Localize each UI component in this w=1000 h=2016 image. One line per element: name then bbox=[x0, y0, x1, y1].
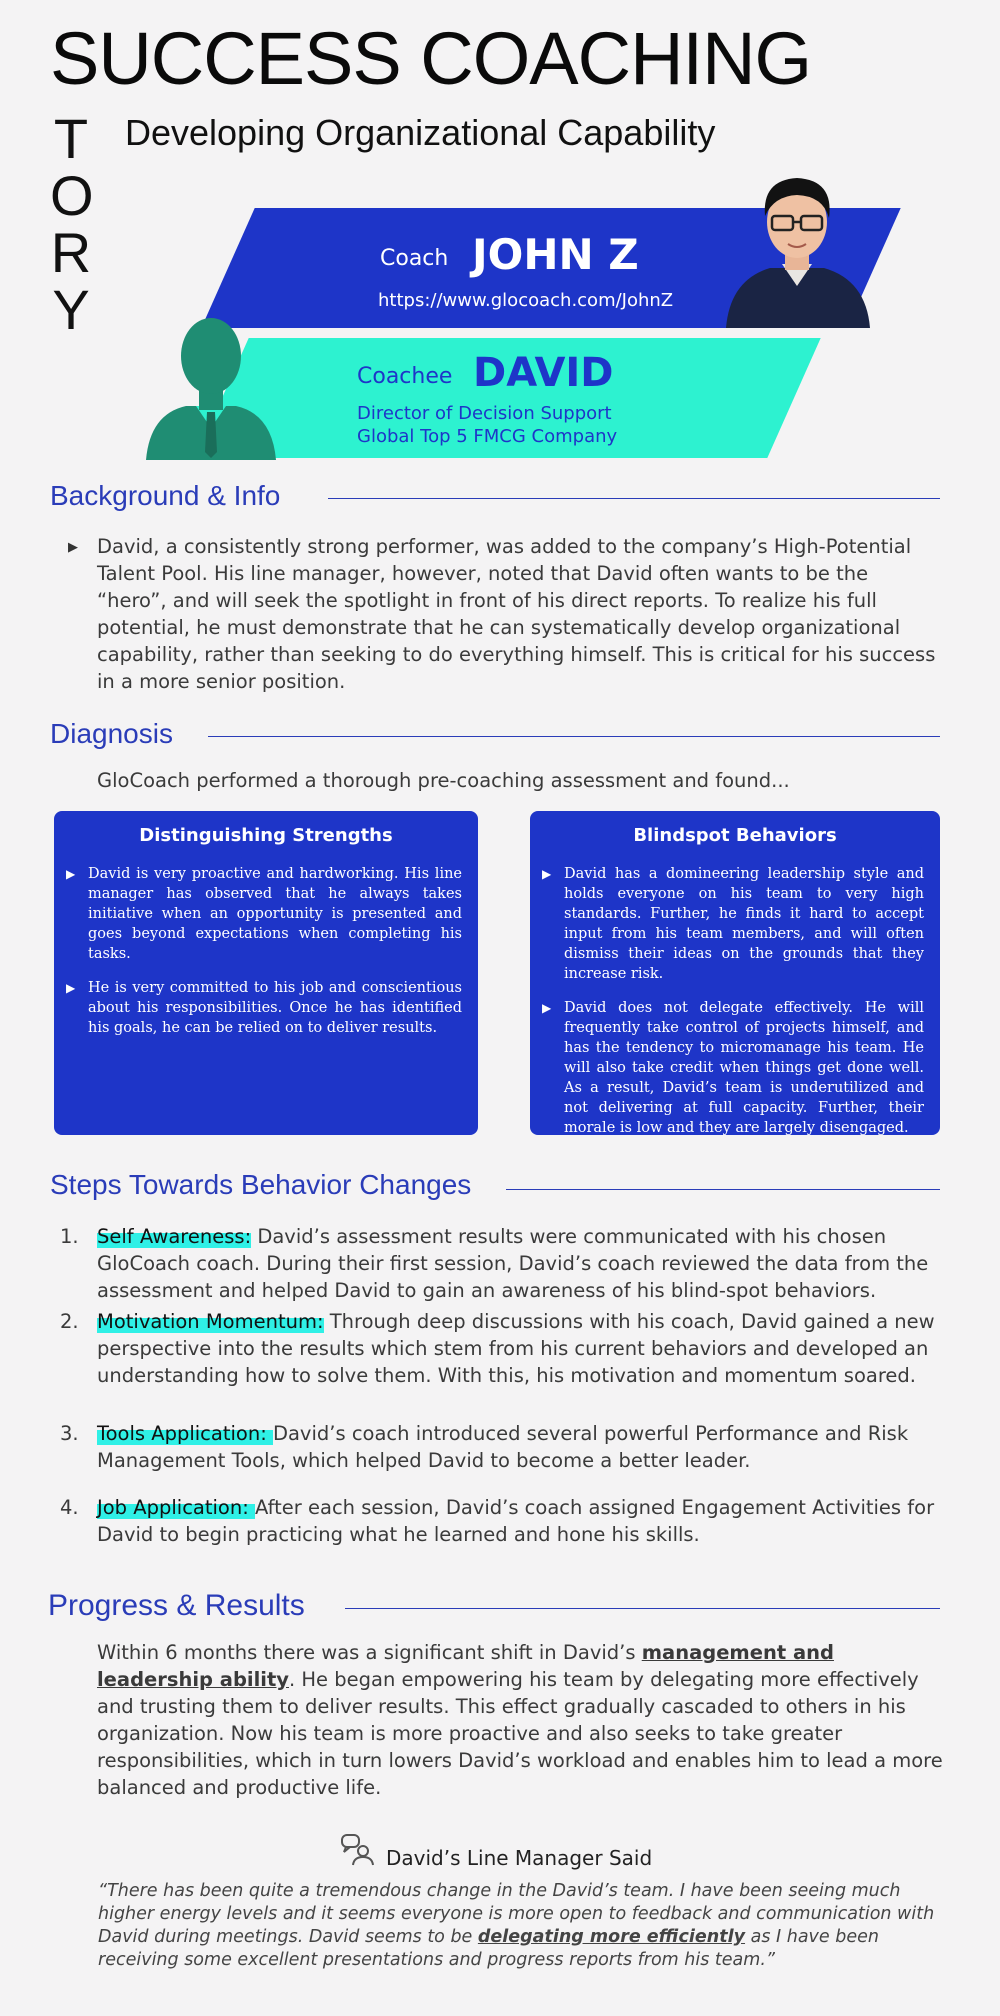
coachee-silhouette-icon bbox=[146, 312, 276, 460]
testimonial-heading: David’s Line Manager Said bbox=[386, 1846, 653, 1870]
background-divider bbox=[328, 498, 940, 499]
blindspots-card bbox=[530, 811, 940, 1135]
progress-divider bbox=[345, 1608, 940, 1609]
coach-label: Coach bbox=[380, 246, 449, 271]
step-number: 4. bbox=[60, 1496, 79, 1519]
coach-profile-link[interactable]: https://www.glocoach.com/JohnZ bbox=[378, 290, 674, 311]
progress-emphasis: management and leadership ability bbox=[97, 1641, 834, 1691]
story-letter: O bbox=[50, 164, 94, 227]
step-number: 3. bbox=[60, 1422, 79, 1445]
step-text: David’s coach introduced several powerful Performance and Risk Management Tools, which helped David to become a better leader. bbox=[97, 1422, 909, 1472]
list-item bbox=[60, 1223, 940, 1304]
coachee-company: Global Top 5 FMCG Company bbox=[357, 426, 618, 447]
step-text: David’s assessment results were communicated with his chosen GloCoach coach. During their first session, David’s coach reviewed the data from the assessment and helped David to gain an awareness of his blind-spot behaviors. bbox=[97, 1225, 929, 1302]
page-subtitle: Developing Organizational Capability bbox=[125, 112, 716, 153]
coach-name: JOHN Z bbox=[472, 230, 639, 279]
progress-heading: Progress & Results bbox=[48, 1589, 305, 1622]
coachee-title: Director of Decision Support bbox=[357, 403, 612, 424]
strengths-card bbox=[54, 811, 478, 1135]
quote-end: as I have been receiving some excellent presentations and progress reports from his team.” bbox=[98, 1927, 879, 1970]
list-item bbox=[60, 1308, 940, 1389]
progress-text bbox=[97, 1639, 943, 1801]
triangle-bullet-icon: ▶ bbox=[66, 867, 76, 881]
blindspot-text: David has a domineering leadership style and holds everyone on his team to very high standards. Further, he finds it hard to accept input from his team members, and will often dismiss their ideas on the grounds that they increase risk. bbox=[564, 866, 924, 982]
strengths-title: Distinguishing Strengths bbox=[139, 825, 393, 846]
coachee-name: DAVID bbox=[473, 350, 614, 396]
strength-text: David is very proactive and hardworking. His line manager has observed that he always takes initiative when an opportunity is presented and goes beyond expectations when completing his tasks. bbox=[88, 866, 462, 962]
story-letter: T bbox=[53, 107, 89, 170]
step-label: Job Application: bbox=[97, 1496, 255, 1519]
page-title: SUCCESS COACHING bbox=[50, 17, 812, 100]
progress-text-end: . He began empowering his team by delegating more effectively and trusting them to deliver results. This effect gradually cascaded to others in his organization. Now his team is more proactive and also seeks to take greater responsibilities, which in turn lowers David’s workload and enables him to lead a more balanced and productive life. bbox=[97, 1668, 943, 1799]
triangle-bullet-icon: ▶ bbox=[542, 1001, 552, 1015]
diagnosis-heading: Diagnosis bbox=[50, 718, 173, 749]
background-text: David, a consistently strong performer, was added to the company’s High-Potential Talent Pool. His line manager, however, noted that David often wants to be the “hero”, and will seek the spotlight in front of his direct reports. To realize his full potential, he must demonstrate that he can systematically develop organizational capability, rather than seeking to do everything himself. This is critical for his success in a more senior position. bbox=[97, 535, 936, 693]
background-heading: Background & Info bbox=[50, 480, 281, 511]
step-number: 1. bbox=[60, 1225, 79, 1248]
list-item bbox=[54, 864, 478, 964]
blindspot-text: David does not delegate effectively. He will frequently take control of projects himself, and has the tendency to micromanage his team. He will also take credit when things get done well. As a result, David’s team is underutilized and not delivering at full capacity. Further, their morale is low and they are largely disengaged. bbox=[564, 1000, 924, 1136]
list-item bbox=[54, 978, 478, 1038]
step-text: Through deep discussions with his coach, David gained a new perspective into the results which stem from his current behaviors and developed an understanding how to solve them. With this, his motivation and momentum soared. bbox=[97, 1310, 935, 1387]
list-item bbox=[60, 1494, 940, 1548]
strength-text: He is very committed to his job and conscientious about his responsibilities. Once he has identified his goals, he can be relied on to deliver results. bbox=[88, 980, 462, 1036]
coachee-label: Coachee bbox=[357, 364, 453, 389]
coachee-role bbox=[357, 402, 617, 448]
list-item bbox=[60, 1420, 940, 1474]
progress-text-start: Within 6 months there was a significant shift in David’s bbox=[97, 1641, 642, 1664]
blindspots-title: Blindspot Behaviors bbox=[633, 825, 837, 846]
list-item bbox=[530, 864, 940, 984]
quote-start: “There has been quite a tremendous change in the David’s team. I have been seeing much higher energy levels and it seems everyone is more open to feedback and communication with David during meetings. David seems to be bbox=[98, 1881, 935, 1947]
diagnosis-intro: GloCoach performed a thorough pre-coaching assessment and found... bbox=[97, 769, 790, 792]
story-vertical-word bbox=[50, 107, 94, 341]
steps-heading: Steps Towards Behavior Changes bbox=[50, 1169, 472, 1200]
step-label: Self Awareness: bbox=[97, 1225, 252, 1248]
triangle-bullet-icon: ▶ bbox=[68, 540, 78, 555]
step-text: After each session, David’s coach assigned Engagement Activities for David to begin practicing what he learned and hone his skills. bbox=[97, 1496, 935, 1546]
triangle-bullet-icon: ▶ bbox=[66, 981, 76, 995]
diagnosis-divider bbox=[208, 736, 940, 737]
step-label: Tools Application: bbox=[97, 1422, 273, 1445]
story-letter: Y bbox=[52, 278, 90, 341]
story-letter: R bbox=[50, 221, 92, 284]
coach-photo bbox=[722, 164, 872, 328]
chat-bubbles-icon bbox=[340, 1832, 374, 1866]
triangle-bullet-icon: ▶ bbox=[542, 867, 552, 881]
steps-divider bbox=[506, 1189, 940, 1190]
list-item bbox=[530, 998, 940, 1138]
step-label: Motivation Momentum: bbox=[97, 1310, 324, 1333]
testimonial-quote bbox=[98, 1880, 944, 1972]
step-number: 2. bbox=[60, 1310, 79, 1333]
quote-emphasis: delegating more efficiently bbox=[477, 1927, 746, 1947]
